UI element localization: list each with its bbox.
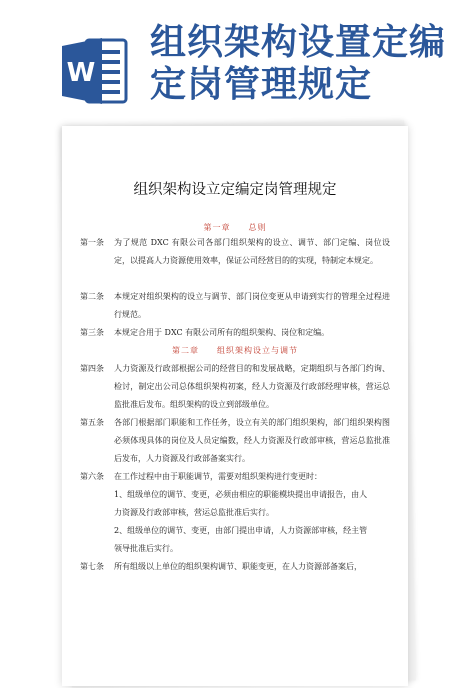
article-text: 为了规范 DXC 有限公司各部门组织架构的设立、调节、部门定编、岗位设定，以提高人力资源使用效率，保证公司经营目的的实现，特制定本规定。 [114, 238, 390, 265]
article-number: 第三条 [80, 328, 104, 337]
chapter-heading-1: 第一章 总则 [203, 223, 267, 232]
article-text: 本规定合用于 DXC 有限公司所有的组织架构、岗位和定编。 [114, 328, 330, 337]
document-title: 组织架构设立定编定岗管理规定 [133, 182, 337, 198]
article-text: 本规定对组织架构的设立与调节、部门岗位变更从申请到实行的管理全过程进行规范。 [114, 292, 390, 319]
article-number: 第七条 [80, 562, 104, 571]
word-icon-letter: W [66, 58, 96, 88]
banner-title: 组织架构设置定编定岗管理规定 [150, 22, 447, 105]
article-text: 所有组级以上单位的组织架构调节、职能变更，在人力资源部备案后， [114, 562, 362, 571]
article-number: 第二条 [80, 292, 104, 301]
document-page [62, 126, 408, 686]
article-text: 在工作过程中由于职能调节，需要对组织架构进行变更时： [114, 472, 322, 481]
article-number: 第六条 [80, 472, 104, 481]
banner [0, 0, 474, 120]
article-number: 第四条 [80, 364, 104, 373]
chapter-heading-2: 第二章 组织架构设立与调节 [172, 346, 298, 355]
sub-item-2: 2、组级单位的调节、变更，由部门提出申请，人力资源部审核，经主管领导批准后实行。 [114, 526, 368, 553]
article-text: 人力资源及行政部根据公司的经营目的和发展战略，定期组织与各部门约询、检讨，制定出公司总体组织架构初案，经人力资源及行政部经理审核，营运总监批准后发布。组织架构的设立到部级单位。 [114, 364, 390, 409]
article-number: 第五条 [80, 418, 104, 427]
article-number: 第一条 [80, 238, 104, 247]
article-text: 各部门根据部门职能和工作任务，设立有关的部门组织架构，部门组织架构图必须体现具体的岗位及人员定编数，经人力资源及行政部审核，营运总监批准后发布，人力资源及行政部备案实行。 [114, 418, 390, 463]
word-document-icon [62, 36, 128, 106]
sub-item-1: 1、组级单位的调节、变更，必须由相应的职能模块提出申请报告，由人力资源及行政部审核，营运总监批准后实行。 [114, 490, 368, 517]
